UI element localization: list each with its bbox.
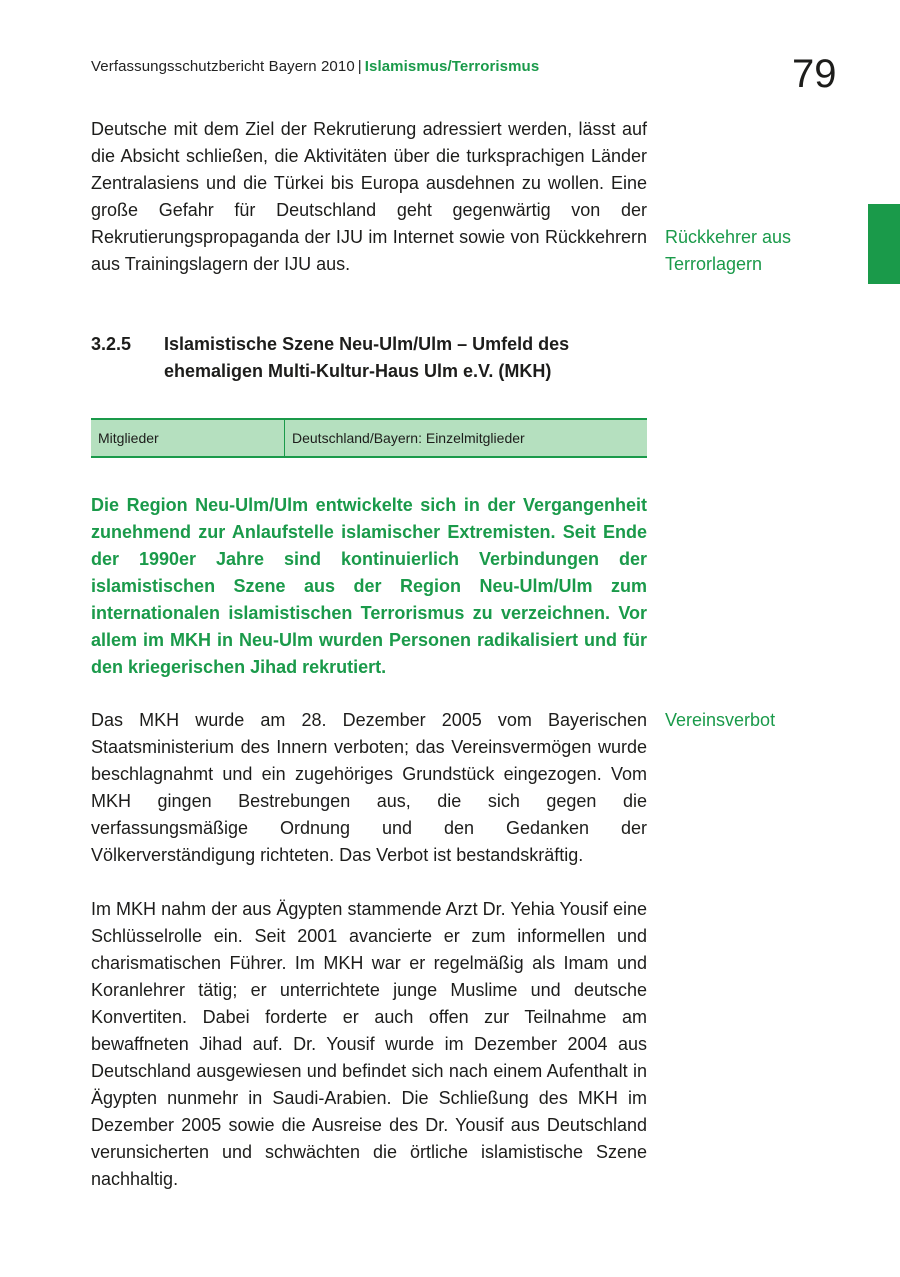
- running-header: [91, 58, 539, 75]
- intro-summary: Die Region Neu-Ulm/Ulm entwickelte sich in der Vergangenheit zunehmend zur Anlaufstelle islamischer Extremisten. Seit Ende der 1990er Jahre sind kontinuierlich Verbindungen der islamistischen Szene aus der Region Neu-Ulm/Ulm zum internationalen islamistischen Terrorismus zu verzeichnen. Vor allem im MKH in Neu-Ulm wurden Personen radikalisiert und für den kriegerischen Jihad rekrutiert.: [91, 495, 647, 677]
- section-heading-title: [164, 331, 647, 385]
- section-title: Islamismus/Terrorismus: [364, 58, 540, 75]
- paragraph-2: Das MKH wurde am 28. Dezember 2005 vom Bayerischen Staatsministerium des Innern verboten; das Vereinsvermögen wurde beschlagnahmt und ein zugehöriges Grundstück eingezogen. Vom MKH gingen Bestrebungen aus, die sich gegen die verfassungsmäßige Ordnung und den Gedanken der Völkerverständigung richteten. Das Verbot ist bestandskräftig.: [91, 710, 647, 865]
- header-separator: |: [357, 58, 362, 75]
- margin-note-line-2: Terrorlagern: [665, 254, 763, 274]
- members-table-label: Mitglieder: [91, 420, 285, 456]
- margin-note-vereinsverbot: Vereinsverbot: [665, 710, 776, 730]
- paragraph-3: Im MKH nahm der aus Ägypten stammende Arzt Dr. Yehia Yousif eine Schlüsselrolle ein. Seit 2001 avancierte er zum informellen und charismatischen Führer. Im MKH war er regelmäßig als Imam und Koranlehrer tätig; er unterrichtete junge Muslime und deutsche Konvertiten. Dabei forderte er auch offen zur Teilnahme am bewaffneten Jihad auf. Dr. Yousif wurde im Dezember 2004 aus Deutschland ausgewiesen und befindet sich nach einem Aufenthalt in Ägypten nunmehr in Saudi-Arabien. Die Schließung des MKH im Dezember 2005 sowie die Ausreise des Dr. Yousif aus Deutschland verunsicherten und schwächten die örtliche islamistische Szene nachhaltig.: [91, 899, 647, 1189]
- paragraph-1: Deutsche mit dem Ziel der Rekrutierung adressiert werden, lässt auf die Absicht schließen, die Aktivitäten über die turksprachigen Länder Zentralasiens und die Türkei bis Europa ausdehnen zu wollen. Eine große Gefahr für Deutschland geht gegenwärtig von der Rekrutierungspropaganda der IJU im Internet sowie von Rückkehrern aus Trainingslagern der IJU aus.: [91, 119, 647, 274]
- section-heading-line-1: Islamistische Szene Neu-Ulm/Ulm – Umfeld des: [164, 334, 570, 354]
- section-number: 3.2.5: [91, 334, 132, 354]
- margin-note-line-1: Rückkehrer aus: [665, 227, 792, 247]
- report-title: Verfassungsschutzbericht Bayern 2010: [91, 58, 355, 75]
- margin-note-rueckkehrer: [665, 224, 855, 278]
- page-number: 79: [792, 52, 837, 96]
- section-heading: [91, 331, 647, 385]
- chapter-thumb-tab: [868, 204, 900, 284]
- section-heading-line-2: ehemaligen Multi-Kultur-Haus Ulm e.V. (MKH): [164, 361, 552, 381]
- members-table: [91, 418, 647, 458]
- members-table-value: Deutschland/Bayern: Einzelmitglieder: [292, 430, 525, 446]
